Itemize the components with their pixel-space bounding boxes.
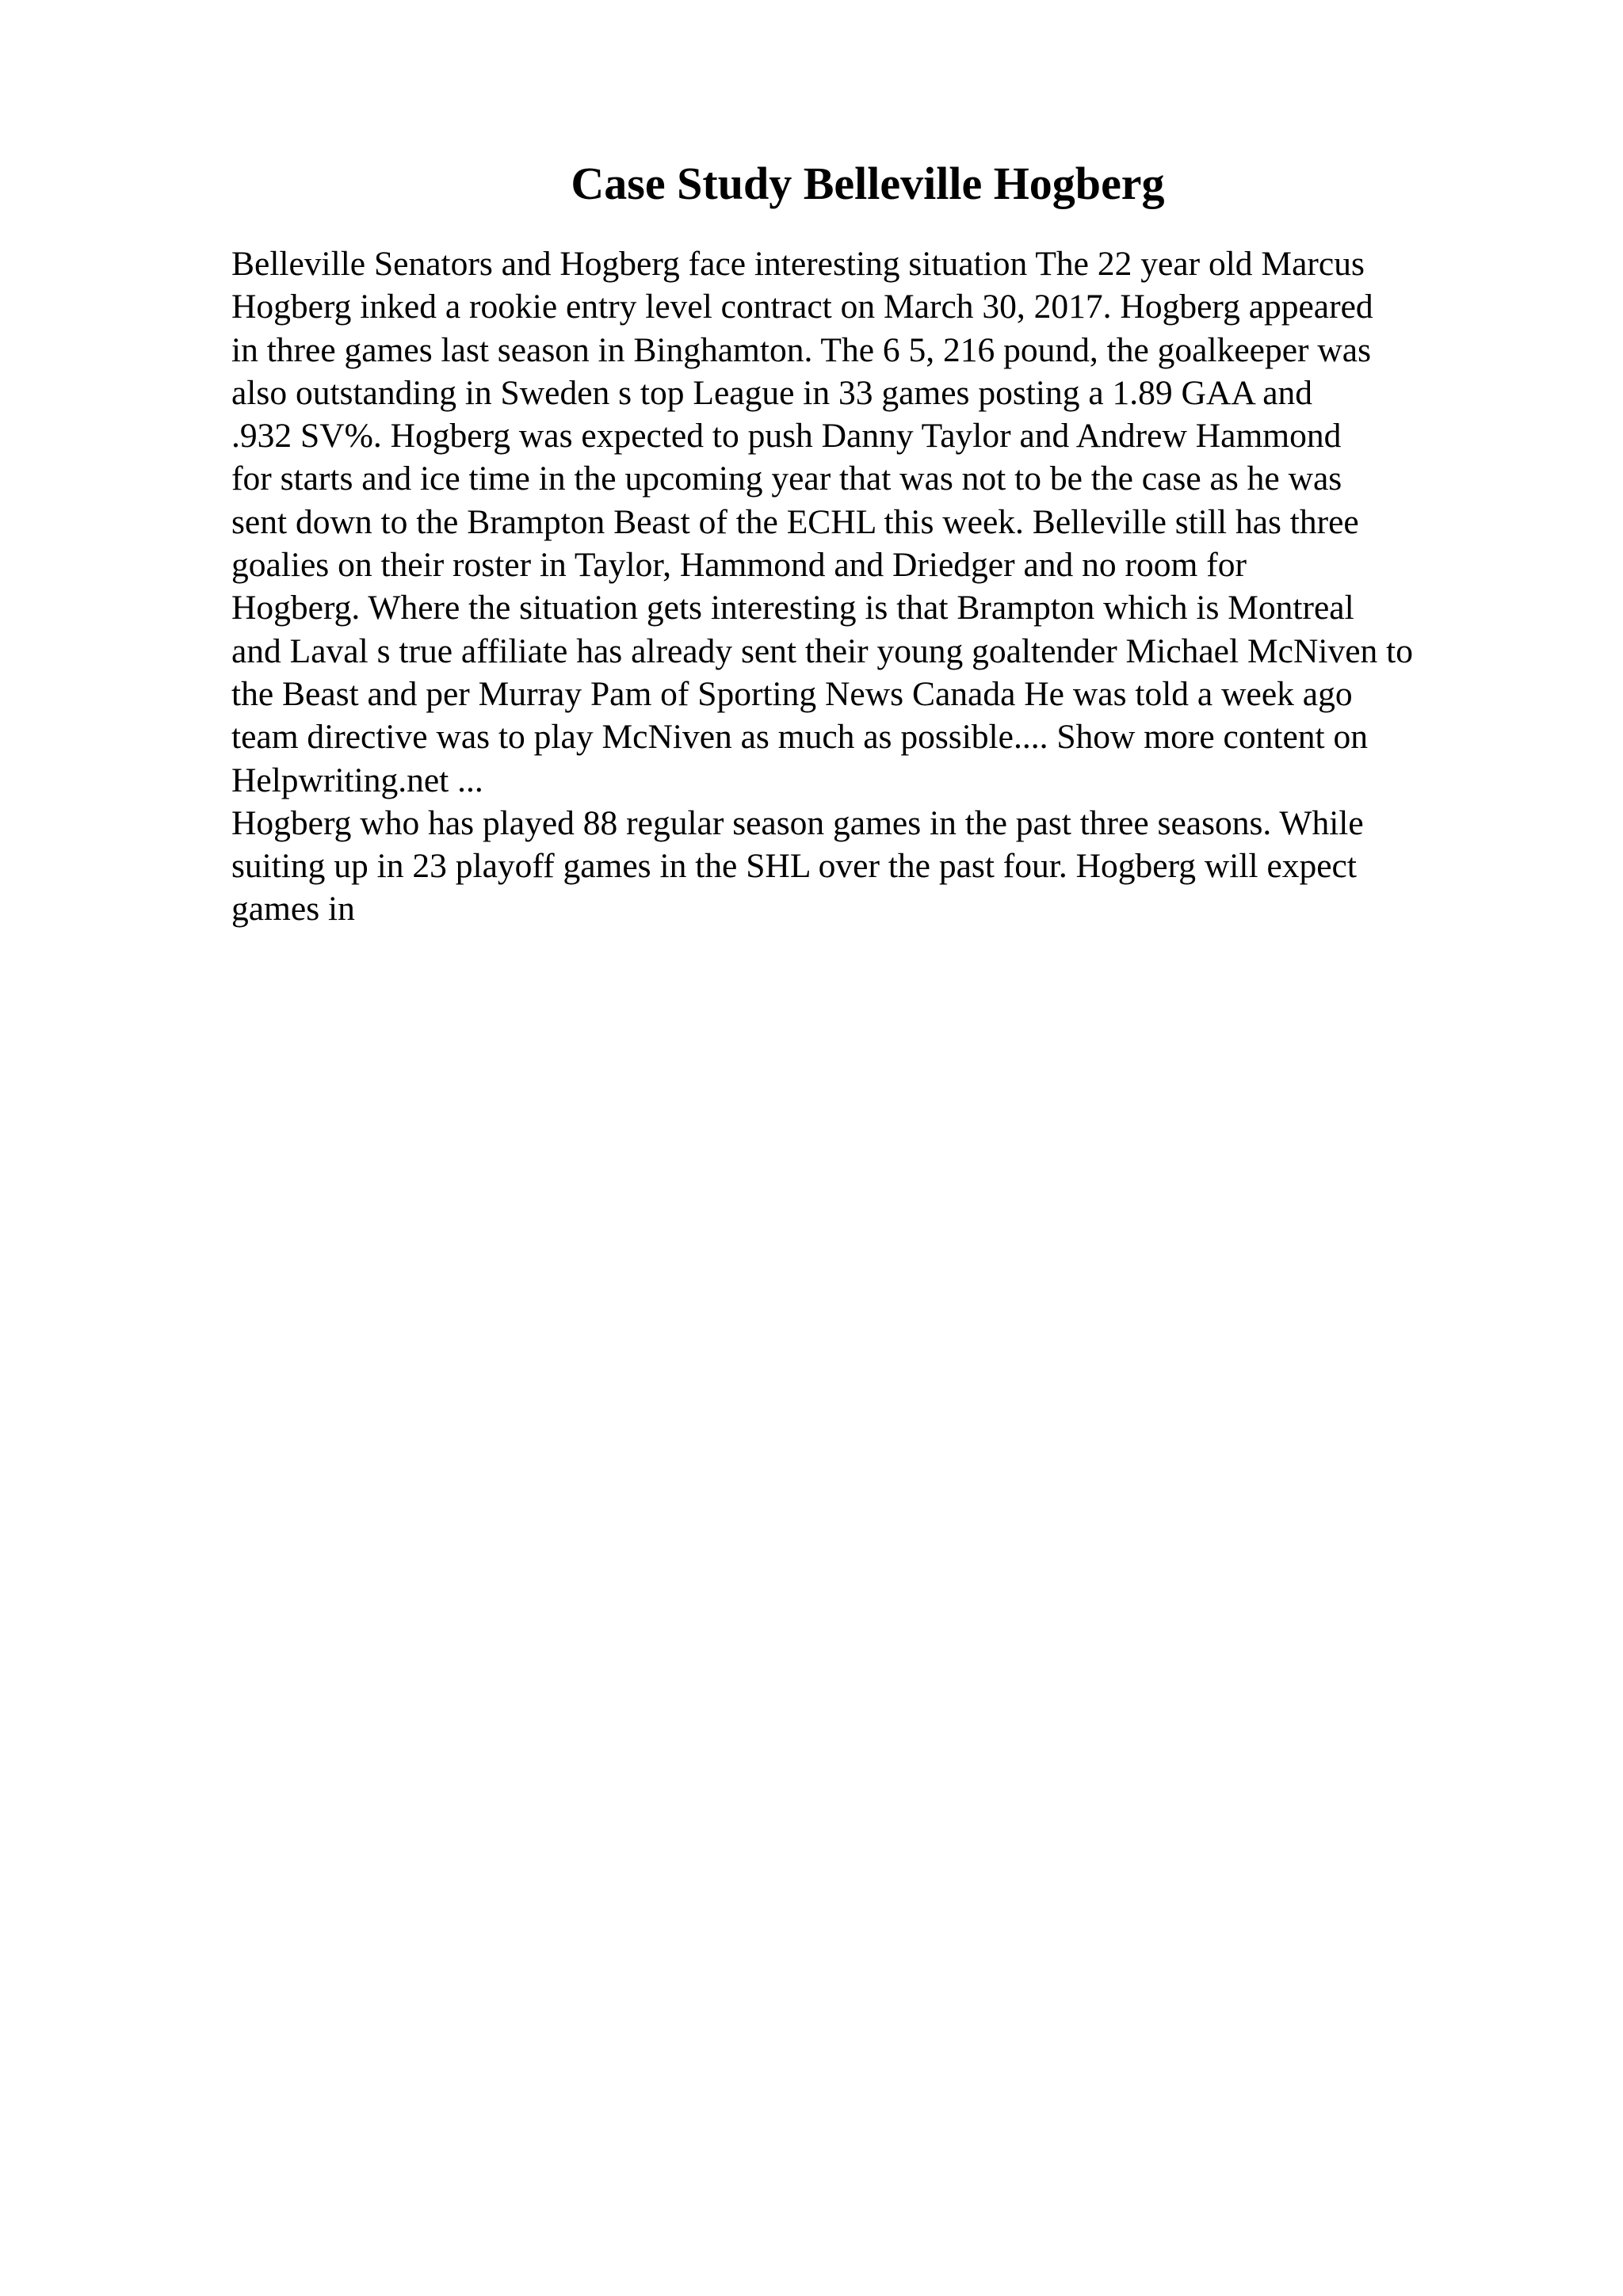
text-line: Hogberg inked a rookie entry level contract on March 30, 2017. Hogberg appeared [231,288,1373,326]
text-line: goalies on their roster in Taylor, Hammond and Driedger and no room for [231,546,1247,585]
text-line: for starts and ice time in the upcoming year that was not to be the case as he was [231,460,1342,498]
text-line: games in [231,890,355,929]
text-line: Helpwriting.net ... [231,761,483,799]
text-line: also outstanding in Sweden s top League in 33 games posting a 1.89 GAA and [231,373,1313,412]
text-line: team directive was to play McNiven as much as possible.... Show more content on [231,718,1368,757]
text-line: suiting up in 23 playoff games in the SHL over the past four. Hogberg will expect [231,847,1357,886]
text-line: Hogberg. Where the situation gets interesting is that Brampton which is Montreal [231,589,1354,627]
page-title: Case Study Belleville Hogberg [571,158,1165,209]
text-line: Hogberg who has played 88 regular season games in the past three seasons. While [231,803,1364,842]
text-line: in three games last season in Binghamton. The 6 5, 216 pound, the goalkeeper was [231,330,1372,369]
article-body [231,242,1413,931]
text-line: the Beast and per Murray Pam of Sporting News Canada He was told a week ago [231,674,1353,713]
text-line: Belleville Senators and Hogberg face interesting situation The 22 year old Marcus [231,245,1365,283]
text-line: and Laval s true affiliate has already sent their young goaltender Michael McNiven to [231,631,1413,670]
text-line: .932 SV%. Hogberg was expected to push Danny Taylor and Andrew Hammond [231,417,1342,456]
text-line: sent down to the Brampton Beast of the ECHL this week. Belleville still has three [231,502,1359,541]
